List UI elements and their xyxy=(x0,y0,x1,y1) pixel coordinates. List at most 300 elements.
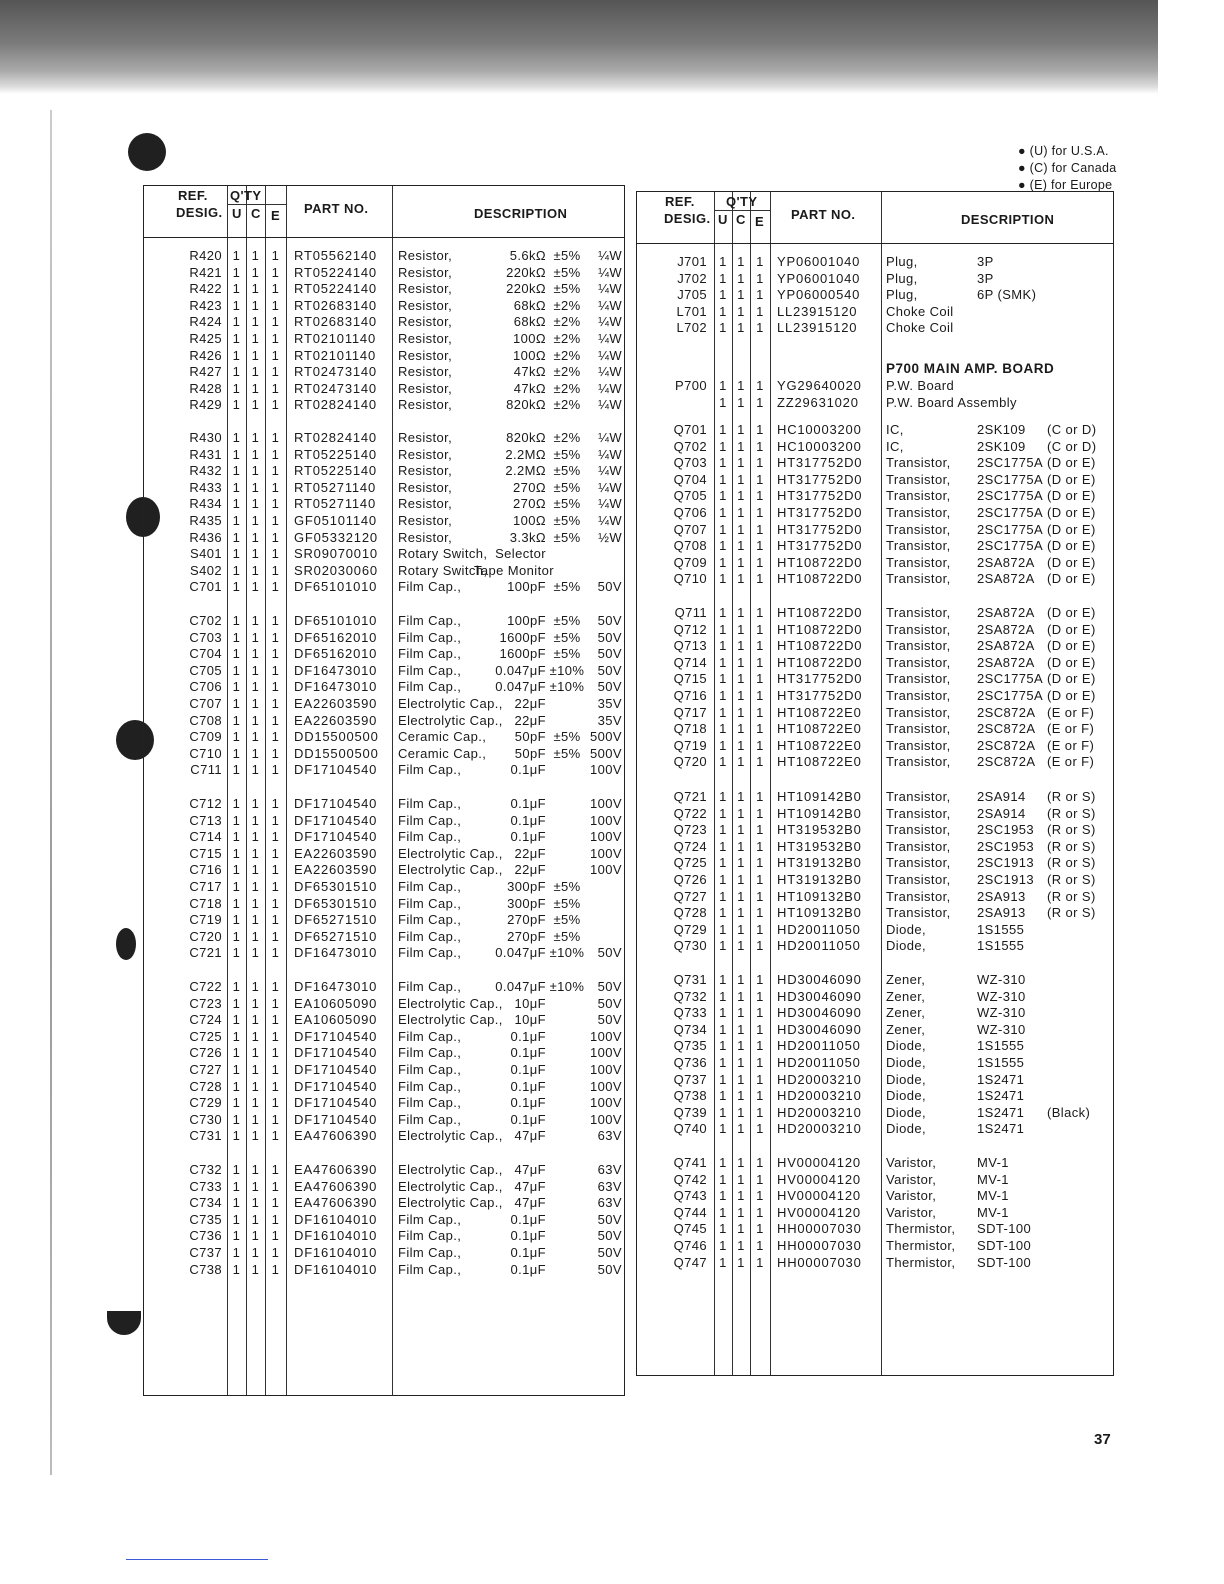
part-row xyxy=(144,563,624,580)
header-description: DESCRIPTION xyxy=(474,206,568,221)
qty-e: 1 xyxy=(271,364,280,380)
header-e: E xyxy=(755,214,765,229)
part-type: Diode, xyxy=(886,1121,926,1137)
qty-u: 1 xyxy=(232,1078,241,1094)
ref-desig: C724 xyxy=(189,1012,222,1028)
legend-usa: ● (U) for U.S.A. xyxy=(1018,144,1109,158)
qty-u: 1 xyxy=(232,562,241,578)
tolerance: ±5% xyxy=(553,895,581,911)
qty-u: 1 xyxy=(719,1005,727,1021)
part-grade: (D or E) xyxy=(1047,671,1096,687)
rating: 63V xyxy=(597,1195,622,1211)
qty-e: 1 xyxy=(756,1188,764,1204)
part-model: 2SC872A xyxy=(977,754,1036,770)
qty-e: 1 xyxy=(271,1012,280,1028)
ref-desig: Q745 xyxy=(673,1221,707,1237)
part-type: Resistor, xyxy=(398,347,453,363)
tolerance: ±5% xyxy=(553,264,581,280)
qty-e: 1 xyxy=(756,521,764,537)
rating: 100V xyxy=(590,812,622,828)
qty-c: 1 xyxy=(251,1178,260,1194)
part-number: DF17104540 xyxy=(294,1111,378,1127)
qty-c: 1 xyxy=(251,248,260,263)
qty-e: 1 xyxy=(756,872,764,887)
part-type: Film Cap., xyxy=(398,579,462,595)
part-grade: (E or F) xyxy=(1047,704,1095,720)
part-number: ZZ29631020 xyxy=(777,394,859,410)
part-model: 2SC1775A xyxy=(977,538,1044,554)
part-row xyxy=(637,605,1113,622)
qty-u: 1 xyxy=(719,1155,727,1170)
qty-u: 1 xyxy=(232,546,241,562)
tolerance: ±5% xyxy=(553,912,581,928)
ref-desig: R428 xyxy=(189,380,222,396)
ref-desig: R430 xyxy=(189,430,222,445)
rating: 100V xyxy=(590,796,622,811)
qty-u: 1 xyxy=(719,303,727,319)
qty-e: 1 xyxy=(756,789,764,804)
qty-u: 1 xyxy=(719,394,727,410)
part-number: DF16473010 xyxy=(294,662,378,678)
ref-desig: C702 xyxy=(189,613,222,628)
qty-c: 1 xyxy=(251,729,260,745)
qty-e: 1 xyxy=(271,297,280,313)
part-grade: (E or F) xyxy=(1047,721,1095,737)
part-row xyxy=(637,1221,1113,1238)
part-number: HT108722E0 xyxy=(777,721,862,737)
part-number: DF65162010 xyxy=(294,646,378,662)
part-row xyxy=(637,738,1113,755)
part-model: 2SK109 xyxy=(977,422,1026,437)
part-value: 0.1μF xyxy=(510,762,546,778)
part-row xyxy=(144,713,624,730)
qty-u: 1 xyxy=(232,1045,241,1061)
part-grade: (D or E) xyxy=(1047,621,1096,637)
part-row xyxy=(637,671,1113,688)
part-value: 0.1μF xyxy=(510,1245,546,1260)
ref-desig: R429 xyxy=(189,397,222,413)
part-number: HD20003210 xyxy=(777,1088,862,1104)
part-model: 2SA913 xyxy=(977,888,1026,904)
qty-u: 1 xyxy=(232,646,241,662)
part-type: Plug, xyxy=(886,270,918,286)
part-row xyxy=(637,1072,1113,1089)
qty-e: 1 xyxy=(271,331,280,346)
qty-e: 1 xyxy=(756,855,764,871)
part-type: Diode, xyxy=(886,1071,926,1087)
qty-c: 1 xyxy=(251,1162,260,1177)
part-model: MV-1 xyxy=(977,1155,1009,1170)
part-value: 22μF xyxy=(514,712,546,728)
ref-desig: C701 xyxy=(189,579,222,595)
qty-u: 1 xyxy=(232,1095,241,1111)
ref-desig: Q710 xyxy=(673,571,707,587)
qty-e: 1 xyxy=(756,1204,764,1220)
part-type: Resistor, xyxy=(398,463,453,479)
qty-c: 1 xyxy=(251,529,260,545)
part-row xyxy=(637,472,1113,489)
part-grade: (R or S) xyxy=(1047,838,1096,854)
part-row xyxy=(637,1038,1113,1055)
part-value: 0.047μF xyxy=(495,662,546,678)
part-row xyxy=(144,1112,624,1129)
part-row xyxy=(637,320,1113,337)
part-value: 22μF xyxy=(514,862,546,878)
qty-c: 1 xyxy=(251,646,260,662)
part-type: Varistor, xyxy=(886,1171,937,1187)
qty-e: 1 xyxy=(271,679,280,695)
part-type: Transistor, xyxy=(886,538,951,554)
part-number: YP06001040 xyxy=(777,254,861,269)
qty-u: 1 xyxy=(719,938,727,954)
qty-u: 1 xyxy=(232,1162,241,1177)
qty-u: 1 xyxy=(232,1062,241,1077)
part-row xyxy=(144,1012,624,1029)
part-row xyxy=(637,378,1113,395)
part-type: Transistor, xyxy=(886,521,951,537)
part-value: 0.1μF xyxy=(510,1228,546,1244)
qty-c: 1 xyxy=(251,796,260,811)
part-type: Transistor, xyxy=(886,571,951,587)
tolerance: ±5% xyxy=(553,281,581,297)
part-type: Resistor, xyxy=(398,446,453,462)
part-type: Transistor, xyxy=(886,822,951,838)
qty-c: 1 xyxy=(251,364,260,380)
part-number: DF17104540 xyxy=(294,762,378,778)
part-number: HD20011050 xyxy=(777,1055,861,1070)
ref-desig: C737 xyxy=(189,1245,222,1260)
part-model: 2SC1775A xyxy=(977,455,1044,471)
part-value: 0.1μF xyxy=(510,1028,546,1044)
part-row xyxy=(144,314,624,331)
part-type: Transistor, xyxy=(886,654,951,670)
ref-desig: Q719 xyxy=(673,737,707,753)
part-number: DF65162010 xyxy=(294,629,378,645)
qty-e: 1 xyxy=(756,1171,764,1187)
part-row xyxy=(144,696,624,713)
rating: 100V xyxy=(590,1111,622,1127)
part-number: RT05225140 xyxy=(294,463,377,479)
qty-u: 1 xyxy=(719,1204,727,1220)
part-type: Film Cap., xyxy=(398,629,462,645)
ref-desig: C730 xyxy=(189,1111,222,1127)
tolerance: ±5% xyxy=(553,928,581,944)
part-row xyxy=(637,271,1113,288)
qty-c: 1 xyxy=(251,562,260,578)
qty-sub-rule xyxy=(714,210,770,211)
part-type: Film Cap., xyxy=(398,613,462,628)
part-number: EA22603590 xyxy=(294,696,378,711)
tolerance: ±5% xyxy=(553,446,581,462)
qty-c: 1 xyxy=(737,1171,745,1187)
part-value: Tape Monitor xyxy=(474,562,554,578)
part-type: Transistor, xyxy=(886,488,951,504)
part-type: Electrolytic Cap., xyxy=(398,1162,503,1177)
qty-c: 1 xyxy=(737,422,745,437)
qty-u: 1 xyxy=(719,1121,727,1137)
qty-e: 1 xyxy=(756,838,764,854)
qty-e: 1 xyxy=(271,712,280,728)
qty-e: 1 xyxy=(271,796,280,811)
part-row xyxy=(144,546,624,563)
part-row xyxy=(144,896,624,913)
part-type: Resistor, xyxy=(398,529,453,545)
scan-shadow-band xyxy=(0,0,1224,94)
part-type: Transistor, xyxy=(886,905,951,921)
part-row xyxy=(637,1172,1113,1189)
part-row xyxy=(144,496,624,513)
qty-u: 1 xyxy=(719,1021,727,1037)
part-value: 220kΩ xyxy=(506,281,546,297)
part-type: P.W. Board Assembly xyxy=(886,394,1017,410)
part-number: HT317752D0 xyxy=(777,538,863,554)
part-number: DF65101010 xyxy=(294,579,378,595)
tolerance: ±5% xyxy=(553,646,581,662)
part-number: LL23915120 xyxy=(777,320,858,336)
qty-c: 1 xyxy=(737,1088,745,1104)
part-model: 2SC1913 xyxy=(977,872,1035,887)
part-number: HD20003210 xyxy=(777,1104,862,1120)
qty-c: 1 xyxy=(737,905,745,921)
qty-e: 1 xyxy=(756,287,764,303)
qty-c: 1 xyxy=(737,538,745,554)
part-type: Zener, xyxy=(886,988,926,1004)
tolerance: ±5% xyxy=(553,579,581,595)
ref-desig: Q732 xyxy=(673,988,707,1004)
qty-e: 1 xyxy=(756,471,764,487)
ref-desig: J705 xyxy=(677,287,707,303)
qty-e: 1 xyxy=(756,320,764,336)
ref-desig: R422 xyxy=(189,281,222,297)
qty-c: 1 xyxy=(251,281,260,297)
part-grade: (C or D) xyxy=(1047,438,1097,454)
qty-c: 1 xyxy=(737,1238,745,1253)
qty-c: 1 xyxy=(251,895,260,911)
part-number: YG29640020 xyxy=(777,378,862,393)
part-number: EA22603590 xyxy=(294,712,378,728)
tolerance: ±10% xyxy=(549,679,585,695)
rating: 63V xyxy=(597,1128,622,1144)
header-desig: DESIG. xyxy=(664,211,711,226)
part-model: 1S2471 xyxy=(977,1071,1025,1087)
qty-u: 1 xyxy=(719,805,727,821)
binding-gutter xyxy=(50,110,52,1475)
part-row xyxy=(144,1179,624,1196)
part-grade: (D or E) xyxy=(1047,521,1096,537)
ref-desig: R433 xyxy=(189,479,222,495)
qty-e: 1 xyxy=(756,938,764,954)
header-part-no: PART NO. xyxy=(791,207,856,222)
qty-c: 1 xyxy=(251,812,260,828)
part-row xyxy=(144,1195,624,1212)
part-row xyxy=(144,630,624,647)
part-row xyxy=(144,281,624,298)
qty-u: 1 xyxy=(232,745,241,761)
part-model: SDT-100 xyxy=(977,1238,1032,1253)
part-number: EA47606390 xyxy=(294,1128,378,1144)
qty-e: 1 xyxy=(756,1121,764,1137)
part-type: Transistor, xyxy=(886,471,951,487)
part-type: Electrolytic Cap., xyxy=(398,696,503,711)
part-row xyxy=(144,1045,624,1062)
tolerance: ±5% xyxy=(553,248,581,263)
part-model: 2SA913 xyxy=(977,905,1026,921)
qty-e: 1 xyxy=(756,905,764,921)
part-row xyxy=(637,806,1113,823)
part-grade: (E or F) xyxy=(1047,737,1095,753)
ref-desig: C723 xyxy=(189,995,222,1011)
qty-c: 1 xyxy=(251,1062,260,1077)
part-value: 100Ω xyxy=(512,513,546,528)
part-row xyxy=(637,622,1113,639)
qty-c: 1 xyxy=(737,1071,745,1087)
part-row xyxy=(144,679,624,696)
part-type: Film Cap., xyxy=(398,928,462,944)
qty-u: 1 xyxy=(719,621,727,637)
rating: 50V xyxy=(597,1211,622,1227)
tolerance: ±10% xyxy=(549,945,585,961)
part-type: Resistor, xyxy=(398,281,453,297)
qty-c: 1 xyxy=(737,789,745,804)
part-type: Electrolytic Cap., xyxy=(398,1195,503,1211)
qty-e: 1 xyxy=(271,1195,280,1211)
qty-u: 1 xyxy=(719,1071,727,1087)
part-number: HV00004120 xyxy=(777,1171,861,1187)
part-number: HT108722E0 xyxy=(777,754,862,770)
part-number: RT02473140 xyxy=(294,364,377,380)
qty-e: 1 xyxy=(756,621,764,637)
qty-e: 1 xyxy=(756,688,764,703)
qty-c: 1 xyxy=(737,571,745,587)
qty-e: 1 xyxy=(271,248,280,263)
qty-c: 1 xyxy=(251,430,260,445)
part-number: HD20011050 xyxy=(777,921,861,937)
part-value: 220kΩ xyxy=(506,264,546,280)
part-value: 0.047μF xyxy=(495,979,546,994)
part-row xyxy=(637,287,1113,304)
part-number: DF17104540 xyxy=(294,1028,378,1044)
ref-desig: Q742 xyxy=(673,1171,707,1187)
part-type: Film Cap., xyxy=(398,796,462,811)
part-number: HT319532B0 xyxy=(777,822,862,838)
tolerance: ±2% xyxy=(553,364,581,380)
part-value: 0.1μF xyxy=(510,1062,546,1077)
part-type: Transistor, xyxy=(886,554,951,570)
qty-c: 1 xyxy=(251,264,260,280)
ref-desig: C729 xyxy=(189,1095,222,1111)
qty-u: 1 xyxy=(232,1261,241,1277)
part-row xyxy=(637,538,1113,555)
part-value: 0.047μF xyxy=(495,945,546,961)
qty-e: 1 xyxy=(756,671,764,687)
qty-e: 1 xyxy=(271,646,280,662)
part-value: 3.3kΩ xyxy=(509,529,546,545)
part-type: Film Cap., xyxy=(398,646,462,662)
part-type: Transistor, xyxy=(886,621,951,637)
qty-c: 1 xyxy=(251,1211,260,1227)
qty-u: 1 xyxy=(232,712,241,728)
ref-desig: Q714 xyxy=(673,654,707,670)
part-type: Zener, xyxy=(886,972,926,987)
part-number: HD30046090 xyxy=(777,1005,862,1021)
part-number: RT02101140 xyxy=(294,331,376,346)
ref-desig: R426 xyxy=(189,347,222,363)
qty-e: 1 xyxy=(756,571,764,587)
qty-e: 1 xyxy=(271,745,280,761)
part-row xyxy=(637,905,1113,922)
ref-desig: Q740 xyxy=(673,1121,707,1137)
header-e: E xyxy=(271,208,281,223)
qty-u: 1 xyxy=(232,463,241,479)
part-number: GF05332120 xyxy=(294,529,378,545)
ref-desig: C708 xyxy=(189,712,222,728)
qty-e: 1 xyxy=(271,1078,280,1094)
part-type: Film Cap., xyxy=(398,1095,462,1111)
part-row xyxy=(144,796,624,813)
part-model: 2SA872A xyxy=(977,605,1035,620)
ref-desig: Q713 xyxy=(673,638,707,654)
part-row xyxy=(144,579,624,596)
part-type: Resistor, xyxy=(398,331,453,346)
part-row xyxy=(637,1238,1113,1255)
ref-desig: C738 xyxy=(189,1261,222,1277)
rating: ¼W xyxy=(598,264,622,280)
rating: 100V xyxy=(590,762,622,778)
part-row xyxy=(637,1255,1113,1272)
qty-u: 1 xyxy=(232,1228,241,1244)
part-value: 1600pF xyxy=(499,646,546,662)
part-grade: (D or E) xyxy=(1047,654,1096,670)
qty-c: 1 xyxy=(251,397,260,413)
part-number: HT319532B0 xyxy=(777,838,862,854)
part-type: Rotary Switch, xyxy=(398,562,488,578)
qty-e: 1 xyxy=(271,496,280,512)
qty-e: 1 xyxy=(271,513,280,528)
part-type: Choke Coil xyxy=(886,303,954,319)
qty-c: 1 xyxy=(251,1045,260,1061)
part-model: 2SA914 xyxy=(977,789,1026,804)
qty-e: 1 xyxy=(756,1005,764,1021)
qty-e: 1 xyxy=(756,972,764,987)
rating: 50V xyxy=(597,1261,622,1277)
part-type: Transistor, xyxy=(886,855,951,871)
qty-u: 1 xyxy=(232,696,241,711)
part-row xyxy=(637,855,1113,872)
qty-u: 1 xyxy=(232,1211,241,1227)
qty-e: 1 xyxy=(756,1055,764,1070)
part-model: SDT-100 xyxy=(977,1254,1032,1270)
part-number: HT109132B0 xyxy=(777,888,862,904)
part-value: 2.2MΩ xyxy=(505,446,546,462)
part-type: Transistor, xyxy=(886,838,951,854)
part-model: 1S1555 xyxy=(977,1055,1025,1070)
qty-c: 1 xyxy=(251,1028,260,1044)
qty-c: 1 xyxy=(737,872,745,887)
ref-desig: Q738 xyxy=(673,1088,707,1104)
part-value: 100pF xyxy=(507,579,546,595)
part-row xyxy=(144,945,624,962)
part-type: Film Cap., xyxy=(398,1062,462,1077)
qty-c: 1 xyxy=(737,838,745,854)
part-model: 1S1555 xyxy=(977,1038,1025,1054)
part-value: 820kΩ xyxy=(506,430,546,445)
part-grade: (R or S) xyxy=(1047,855,1096,871)
part-type: Transistor, xyxy=(886,688,951,703)
qty-c: 1 xyxy=(737,455,745,471)
part-grade: (R or S) xyxy=(1047,872,1096,887)
part-row xyxy=(637,989,1113,1006)
qty-u: 1 xyxy=(232,430,241,445)
